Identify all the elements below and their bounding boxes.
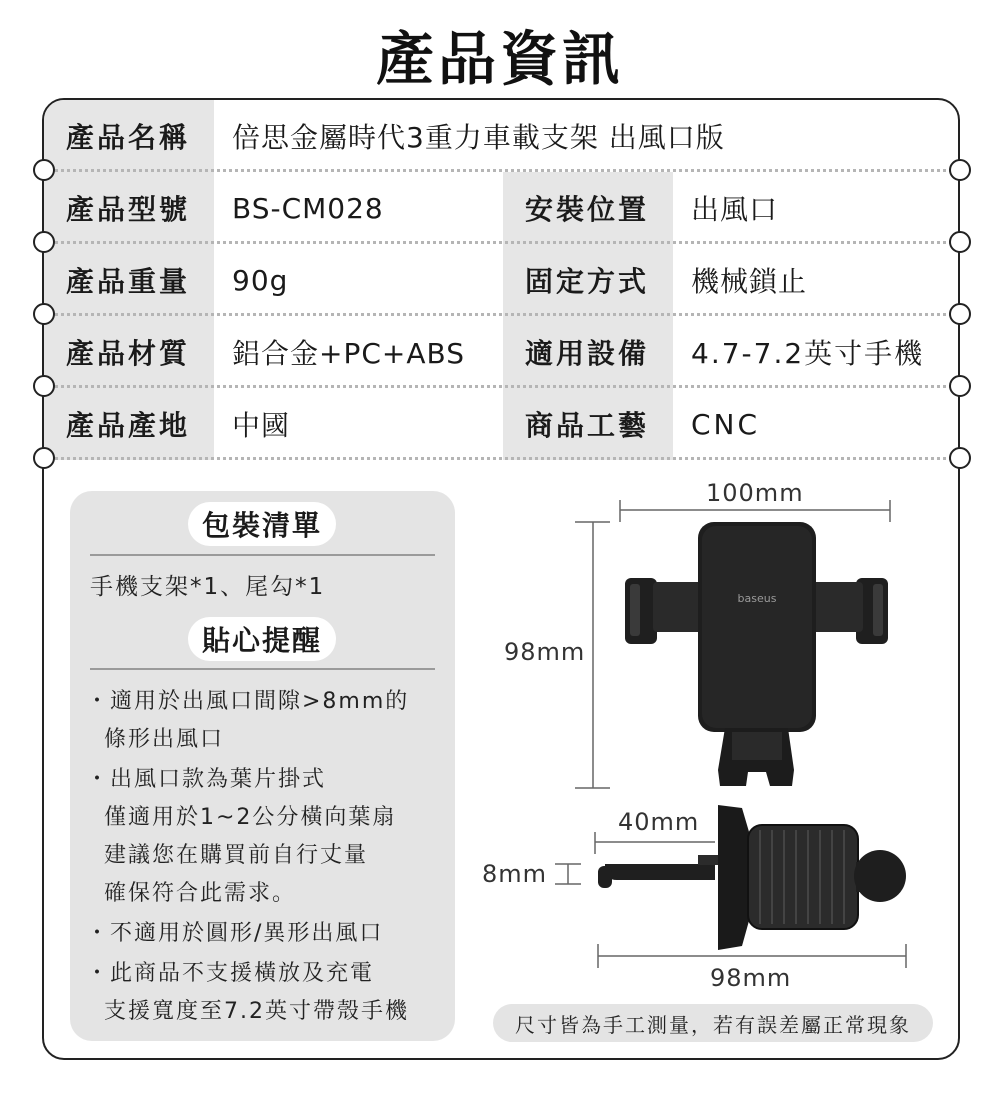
notch-decoration (949, 231, 971, 253)
notch-decoration (949, 303, 971, 325)
notch-decoration (33, 231, 55, 253)
tip-line: 確保符合此需求。 (86, 881, 296, 906)
spec-row (44, 388, 958, 460)
tip-line: 支援寬度至7.2英寸帶殼手機 (86, 999, 409, 1024)
spec-value: CNC (691, 407, 761, 441)
tip-line: 建議您在購買前自行丈量 (86, 843, 368, 868)
package-content: 手機支架*1、尾勾*1 (90, 574, 326, 600)
tip-line: ・不適用於圓形/異形出風口 (86, 921, 384, 946)
tip-line: ・此商品不支援橫放及充電 (86, 961, 375, 986)
tips-title: 貼心提醒 (188, 617, 336, 661)
spec-label: 產品名稱 (44, 100, 214, 172)
spec-label: 產品材質 (44, 316, 214, 388)
spec-label: 產品型號 (44, 172, 214, 244)
spec-label: 適用設備 (503, 316, 673, 388)
tip-line: 僅適用於1~2公分橫向葉扇 (86, 805, 397, 830)
dimension-line-gap (555, 864, 581, 884)
notch-decoration (33, 303, 55, 325)
spec-value: 鋁合金+PC+ABS (232, 337, 466, 370)
spec-label: 安裝位置 (503, 172, 673, 244)
divider (90, 554, 435, 556)
page-title: 產品資訊 (375, 25, 624, 93)
dimension-label-depth: 98mm (710, 964, 792, 992)
divider (90, 668, 435, 670)
dimension-label-height: 98mm (504, 638, 586, 666)
spec-value: 中國 (232, 409, 291, 442)
spec-value: 出風口 (691, 193, 779, 226)
notch-decoration (33, 375, 55, 397)
spec-label: 商品工藝 (503, 388, 673, 460)
dimension-label-gap: 8mm (482, 860, 548, 888)
dimension-label-width: 100mm (706, 479, 804, 507)
product-diagram (470, 470, 950, 1000)
spec-label: 固定方式 (503, 244, 673, 316)
spec-value: 4.7-7.2英寸手機 (691, 337, 925, 370)
spec-row (44, 244, 958, 316)
package-title: 包裝清單 (188, 502, 336, 546)
notch-decoration (33, 447, 55, 469)
phone-holder-icon (625, 522, 888, 786)
tip-line: 條形出風口 (86, 727, 224, 752)
notch-decoration (949, 159, 971, 181)
notch-decoration (949, 375, 971, 397)
spec-value: 倍思金屬時代3重力車載支架 出風口版 (232, 121, 725, 154)
measurement-note: 尺寸皆為手工測量，若有誤差屬正常現象 (493, 1004, 933, 1042)
tip-line: ・出風口款為葉片掛式 (86, 767, 327, 792)
spec-value: 機械鎖止 (691, 265, 808, 298)
spec-label: 產品產地 (44, 388, 214, 460)
spec-label: 產品重量 (44, 244, 214, 316)
spec-value: 90g (232, 263, 289, 297)
tip-line: ・適用於出風口間隙>8mm的 (86, 689, 410, 714)
notch-decoration (33, 159, 55, 181)
spec-row (44, 172, 958, 244)
spec-value: BS-CM028 (232, 191, 384, 225)
brand-logo: baseus (737, 592, 777, 605)
notch-decoration (949, 447, 971, 469)
spec-row (44, 316, 958, 388)
spec-row-name (44, 100, 958, 172)
dimension-label-clip: 40mm (618, 808, 700, 836)
